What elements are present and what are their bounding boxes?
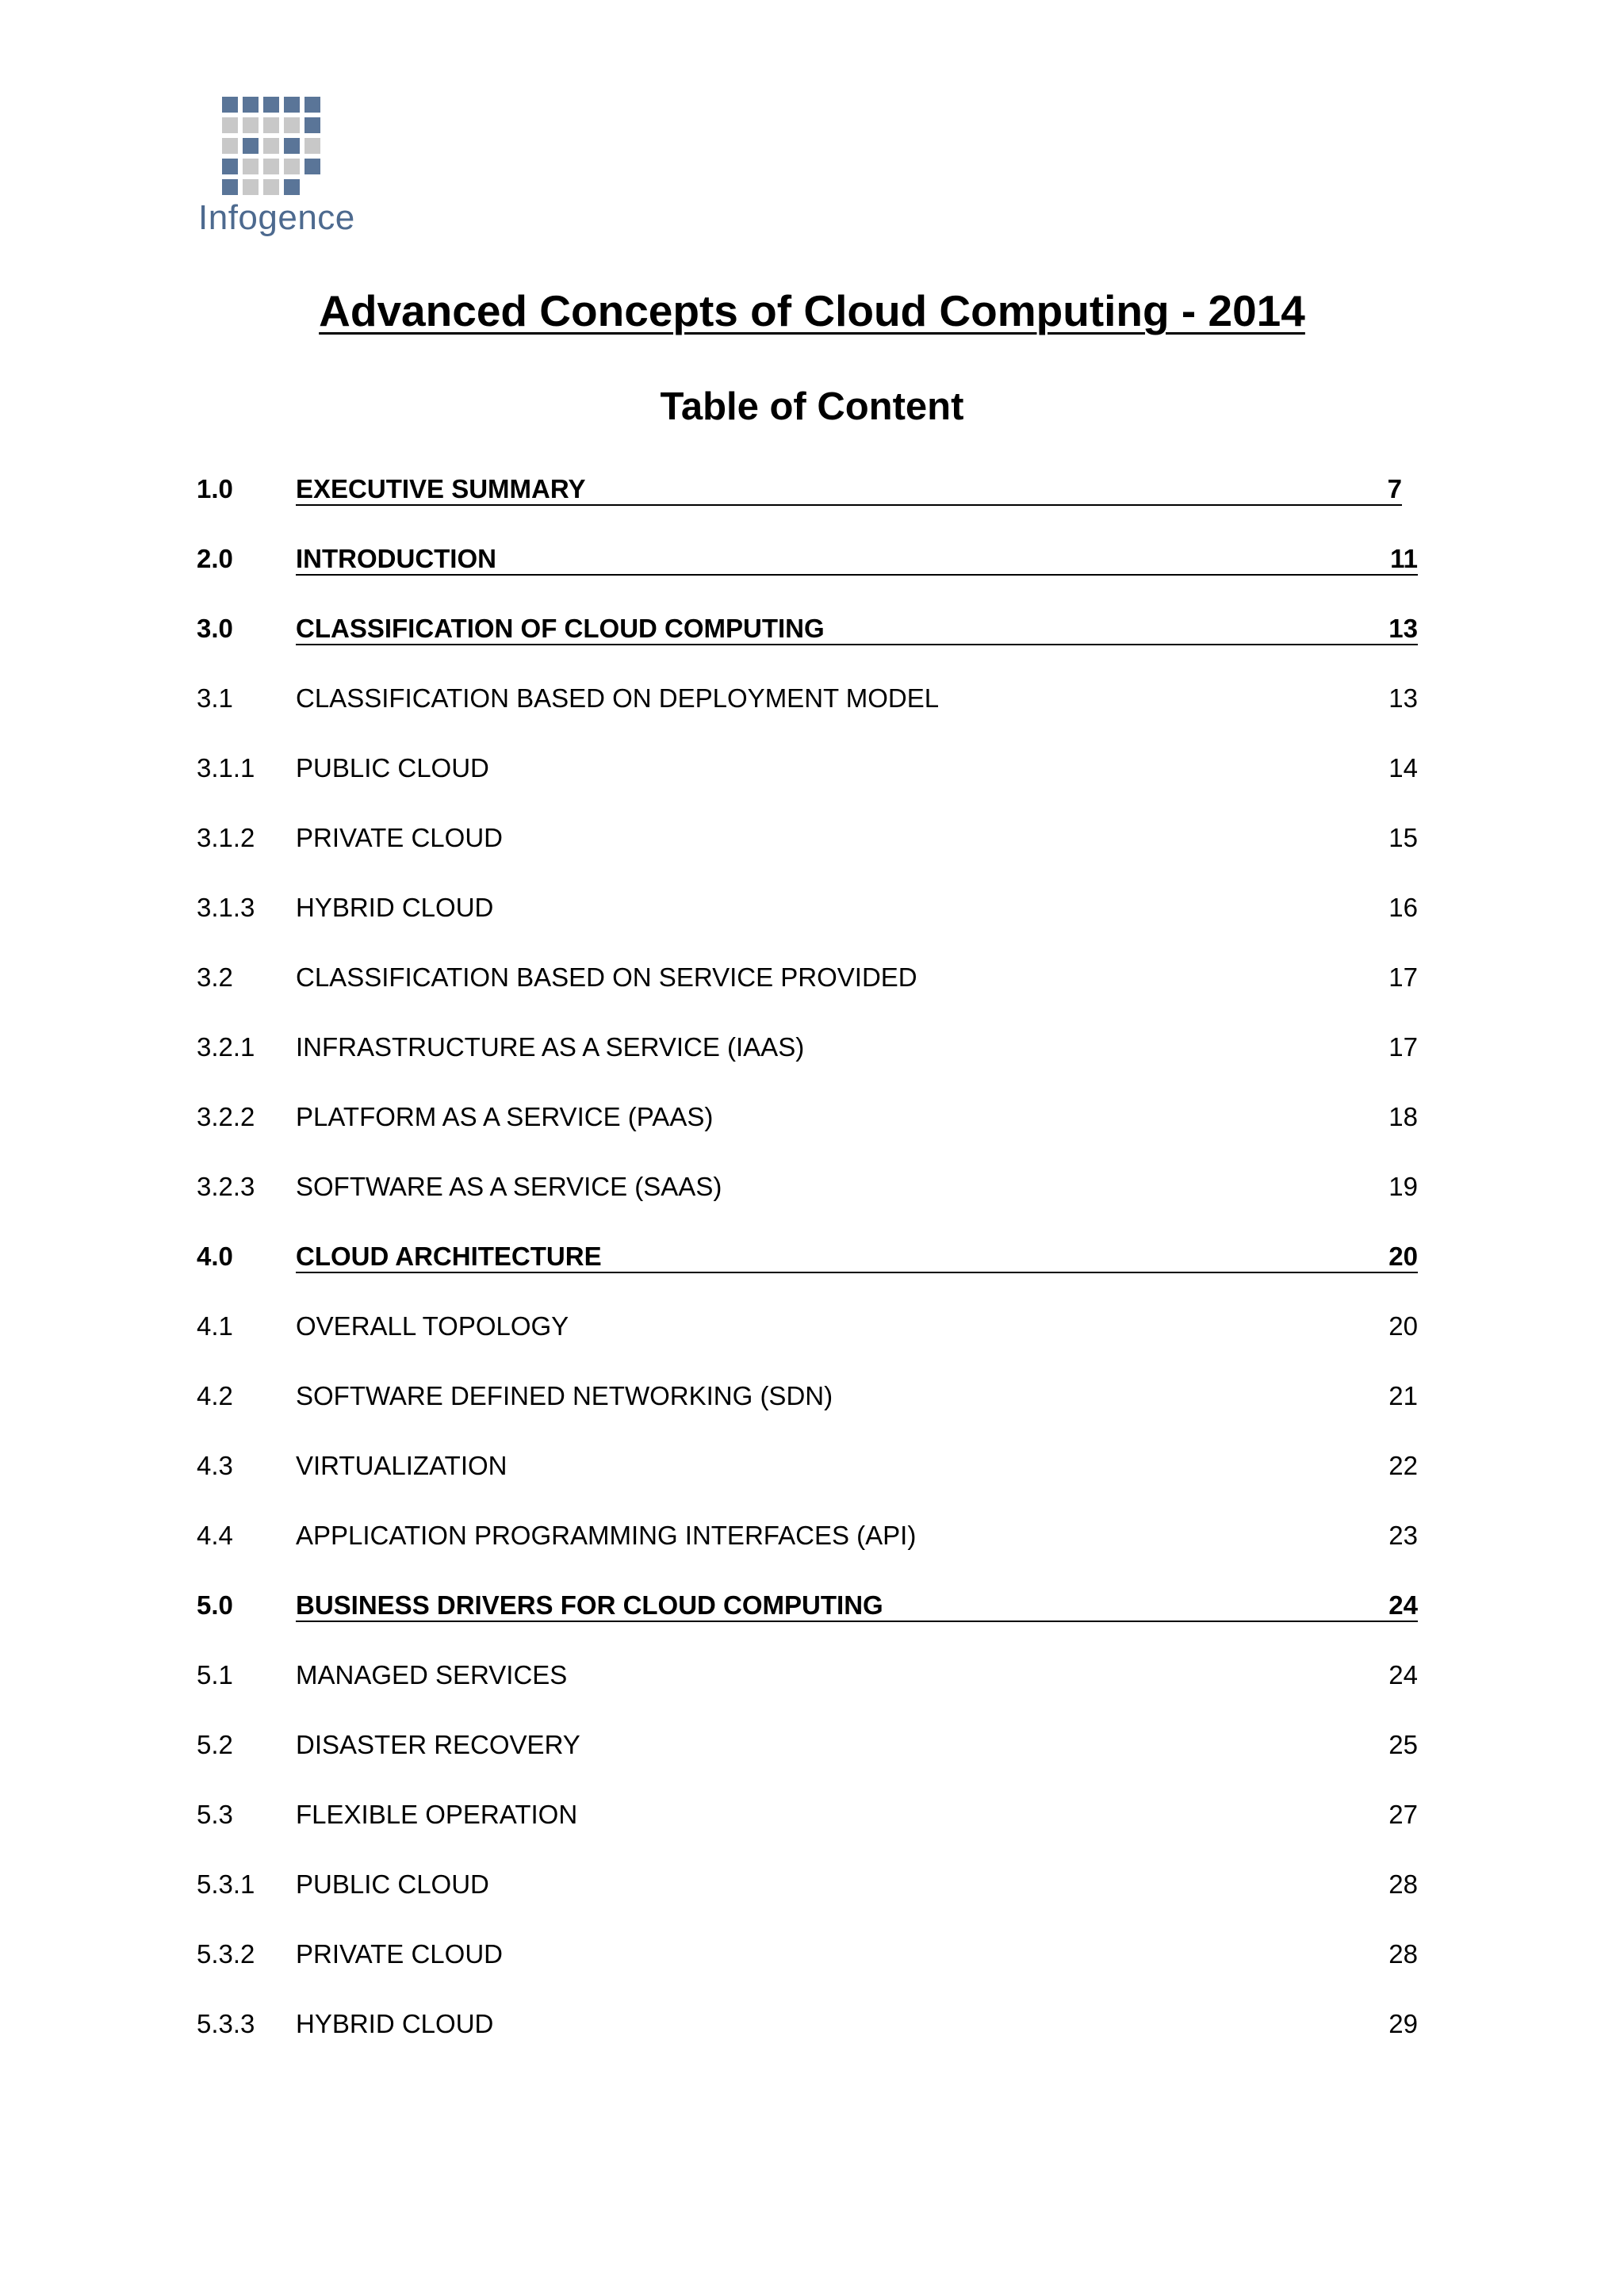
toc-entry-page: 20 (1388, 1311, 1418, 1341)
toc-entry[interactable] (197, 1096, 1418, 1165)
toc-entry-title[interactable]: DISASTER RECOVERY (296, 1730, 580, 1759)
toc-entry[interactable] (197, 817, 1418, 886)
toc-entry-page: 22 (1388, 1451, 1418, 1480)
toc-entry-title[interactable]: HYBRID CLOUD (296, 893, 494, 922)
logo-grid-square (284, 97, 300, 113)
toc-entry-title[interactable]: CLASSIFICATION OF CLOUD COMPUTING (296, 614, 825, 643)
toc-entry-underline (296, 1272, 1418, 1273)
toc-entry-number: 4.0 (197, 1242, 233, 1271)
logo-grid-square (284, 159, 300, 174)
toc-entry-page: 25 (1388, 1730, 1418, 1759)
toc-entry[interactable] (197, 1933, 1418, 2003)
logo-grid-square (304, 97, 320, 113)
toc-entry-number: 5.3.1 (197, 1869, 255, 1899)
logo-wordmark: Infogence (198, 198, 355, 237)
toc-entry[interactable] (197, 956, 1418, 1026)
toc-entry-number: 3.1.1 (197, 753, 255, 783)
toc-entry-page: 21 (1388, 1381, 1418, 1410)
document-title: Advanced Concepts of Cloud Computing - 2014 (319, 286, 1305, 335)
toc-entry-number: 2.0 (197, 544, 233, 573)
logo-grid-square (284, 179, 300, 195)
logo-grid-square (243, 117, 259, 133)
toc-entry-underline (296, 1621, 1418, 1622)
toc-entry[interactable] (197, 1584, 1418, 1654)
toc-entry[interactable] (197, 538, 1418, 607)
toc-entry-page: 24 (1388, 1660, 1418, 1689)
toc-entry-number: 5.2 (197, 1730, 233, 1759)
toc-entry-title[interactable]: APPLICATION PROGRAMMING INTERFACES (API) (296, 1521, 917, 1550)
toc-entry-underline (296, 644, 1418, 645)
toc-entry-page: 28 (1388, 1939, 1418, 1969)
logo-grid-square (263, 138, 279, 154)
toc-entry[interactable] (197, 1793, 1418, 1863)
toc-entry-number: 5.3.3 (197, 2009, 255, 2038)
toc-entry-page: 14 (1388, 753, 1418, 783)
toc-entry-title[interactable]: BUSINESS DRIVERS FOR CLOUD COMPUTING (296, 1590, 883, 1620)
toc-entry[interactable] (197, 1026, 1418, 1096)
toc-entry[interactable] (197, 1235, 1418, 1305)
toc-entry-title[interactable]: VIRTUALIZATION (296, 1451, 508, 1480)
toc-entry[interactable] (197, 1375, 1418, 1445)
toc-entry[interactable] (197, 1863, 1418, 1933)
toc-entry[interactable] (197, 1654, 1418, 1724)
toc-entry-number: 3.0 (197, 614, 233, 643)
toc-entry-number: 4.2 (197, 1381, 233, 1410)
toc-entry-number: 4.3 (197, 1451, 233, 1480)
toc-entry-title[interactable]: CLASSIFICATION BASED ON DEPLOYMENT MODEL (296, 683, 940, 713)
logo-grid-square (222, 97, 238, 113)
logo-grid-square (304, 138, 320, 154)
toc-entry-page: 15 (1388, 823, 1418, 852)
toc-entry-title[interactable]: FLEXIBLE OPERATION (296, 1800, 578, 1829)
logo-grid-square (243, 97, 259, 113)
toc-entry-title[interactable]: CLASSIFICATION BASED ON SERVICE PROVIDED (296, 962, 917, 992)
toc-entry[interactable] (197, 1445, 1418, 1514)
infogence-logo (198, 97, 357, 247)
toc-entry-page: 17 (1388, 962, 1418, 992)
toc-entry[interactable] (197, 1514, 1418, 1584)
toc-entry-page: 29 (1388, 2009, 1418, 2038)
toc-entry-title[interactable]: CLOUD ARCHITECTURE (296, 1242, 602, 1271)
toc-entry-title[interactable]: PUBLIC CLOUD (296, 753, 489, 783)
toc-entry-title[interactable]: EXECUTIVE SUMMARY (296, 474, 586, 503)
logo-grid-icon (222, 97, 325, 200)
toc-entry[interactable] (197, 747, 1418, 817)
toc-entry-title[interactable]: SOFTWARE AS A SERVICE (SAAS) (296, 1172, 722, 1201)
toc-entry-title[interactable]: OVERALL TOPOLOGY (296, 1311, 569, 1341)
logo-grid-square (222, 138, 238, 154)
toc-entry-page: 20 (1388, 1242, 1418, 1271)
toc-entry-number: 3.2.2 (197, 1102, 255, 1131)
logo-grid-square (263, 117, 279, 133)
toc-entry-underline (296, 574, 1418, 576)
toc-entry[interactable] (197, 607, 1418, 677)
logo-grid-square (284, 138, 300, 154)
toc-entry-number: 3.2.3 (197, 1172, 255, 1201)
toc-entry-page: 13 (1388, 614, 1418, 643)
toc-entry-page: 19 (1388, 1172, 1418, 1201)
toc-entry-title[interactable]: PUBLIC CLOUD (296, 1869, 489, 1899)
logo-grid-square (243, 179, 259, 195)
toc-entry-number: 5.0 (197, 1590, 233, 1620)
toc-entry-page: 18 (1388, 1102, 1418, 1131)
toc-heading: Table of Content (660, 385, 964, 428)
logo-grid-square (263, 179, 279, 195)
table-of-contents (197, 468, 1418, 2072)
toc-entry-title[interactable]: MANAGED SERVICES (296, 1660, 568, 1689)
toc-entry-page: 24 (1388, 1590, 1418, 1620)
toc-entry[interactable] (197, 1305, 1418, 1375)
toc-entry-page: 16 (1388, 893, 1418, 922)
toc-entry-number: 5.3.2 (197, 1939, 255, 1969)
toc-entry-page: 17 (1388, 1032, 1418, 1062)
toc-entry-page: 23 (1388, 1521, 1418, 1550)
toc-entry-number: 3.1 (197, 683, 233, 713)
toc-entry-number: 3.2.1 (197, 1032, 255, 1062)
logo-grid-square (243, 138, 259, 154)
toc-entry-title[interactable]: PRIVATE CLOUD (296, 1939, 503, 1969)
toc-entry-title[interactable]: INTRODUCTION (296, 544, 496, 573)
toc-entry-number: 3.1.2 (197, 823, 255, 852)
logo-grid-square (263, 97, 279, 113)
toc-entry-number: 3.2 (197, 962, 233, 992)
toc-entry-title[interactable]: HYBRID CLOUD (296, 2009, 494, 2038)
logo-grid-square (222, 159, 238, 174)
toc-entry[interactable] (197, 677, 1418, 747)
logo-grid-square (222, 117, 238, 133)
toc-entry-page: 27 (1388, 1800, 1418, 1829)
logo-grid-square (222, 179, 238, 195)
toc-entry[interactable] (197, 468, 1418, 538)
toc-entry-page: 13 (1388, 683, 1418, 713)
toc-entry-title[interactable]: INFRASTRUCTURE AS A SERVICE (IAAS) (296, 1032, 805, 1062)
toc-entry-number: 4.4 (197, 1521, 233, 1550)
toc-entry[interactable] (197, 2003, 1418, 2072)
toc-entry[interactable] (197, 1724, 1418, 1793)
toc-entry-page: 7 (1387, 474, 1402, 503)
toc-entry-underline (296, 504, 1402, 506)
toc-entry-number: 3.1.3 (197, 893, 255, 922)
toc-entry-page: 11 (1390, 544, 1418, 573)
toc-entry-number: 5.3 (197, 1800, 233, 1829)
toc-entry-number: 1.0 (197, 474, 233, 503)
toc-entry-title[interactable]: PLATFORM AS A SERVICE (PAAS) (296, 1102, 714, 1131)
logo-grid-square (243, 159, 259, 174)
toc-entry[interactable] (197, 1165, 1418, 1235)
toc-entry-number: 4.1 (197, 1311, 233, 1341)
logo-grid-square (263, 159, 279, 174)
toc-entry-title[interactable]: PRIVATE CLOUD (296, 823, 503, 852)
logo-grid-square (304, 159, 320, 174)
logo-grid-square (284, 117, 300, 133)
toc-entry-title[interactable]: SOFTWARE DEFINED NETWORKING (SDN) (296, 1381, 833, 1410)
toc-entry[interactable] (197, 886, 1418, 956)
toc-entry-number: 5.1 (197, 1660, 233, 1689)
toc-entry-page: 28 (1388, 1869, 1418, 1899)
logo-grid-square (304, 117, 320, 133)
